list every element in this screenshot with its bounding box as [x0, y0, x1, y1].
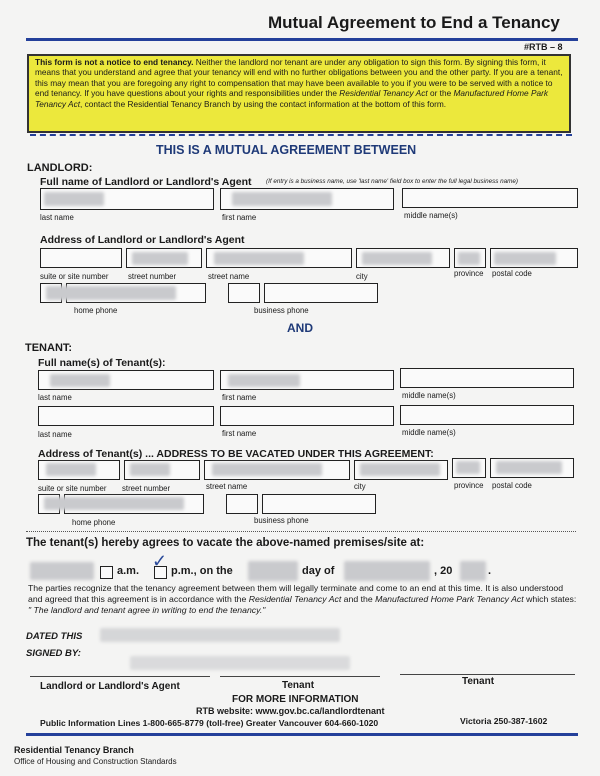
agreement-act-1: Residential Tenancy Act: [248, 594, 342, 604]
landlord-province-caption: province: [454, 269, 484, 278]
redacted-text: [248, 561, 298, 581]
section-divider-dotted: [26, 531, 576, 532]
notice-act-1: Residential Tenancy Act: [339, 88, 428, 99]
tenant-business-phone-caption: business phone: [254, 516, 309, 525]
tenant2-last-name-field[interactable]: [38, 406, 214, 426]
tenant2-middle-name-caption: middle name(s): [402, 428, 456, 437]
tenant-name-label: Full name(s) of Tenant(s):: [38, 357, 166, 369]
redacted-text: [362, 252, 432, 265]
signed-label: SIGNED BY:: [26, 648, 81, 659]
tenant-street-name-caption: street name: [206, 482, 248, 491]
landlord-first-name-caption: first name: [222, 213, 257, 222]
info-phones: Public Information Lines 1-800-665-8779 (toll-free) Greater Vancouver 604-660-1020: [40, 718, 379, 728]
landlord-signature-caption: Landlord or Landlord's Agent: [40, 681, 180, 692]
landlord-middle-name-caption: middle name(s): [404, 211, 458, 220]
redacted-text: [212, 463, 322, 476]
landlord-address-label: Address of Landlord or Landlord's Agent: [40, 234, 245, 246]
landlord-suite-caption: suite or site number: [40, 272, 109, 281]
redacted-text: [344, 561, 430, 581]
agreement-paragraph: [28, 583, 578, 616]
tenant-address-label: Address of Tenant(s) ... ADDRESS TO BE VACATED UNDER THIS AGREEMENT:: [38, 448, 434, 460]
redacted-text: [496, 461, 562, 474]
redacted-text: [360, 463, 440, 476]
redacted-text: [44, 192, 104, 206]
vacate-heading: The tenant(s) hereby agrees to vacate the above-named premises/site at:: [26, 537, 425, 549]
landlord-suite-field[interactable]: [40, 248, 122, 268]
dated-label: DATED THIS: [26, 631, 83, 642]
form-number: #RTB – 8: [524, 42, 563, 52]
redacted-text: [232, 192, 332, 206]
notice-text-2: or the: [427, 88, 454, 99]
form-title: Mutual Agreement to End a Tenancy: [268, 13, 560, 32]
redacted-text: [130, 656, 350, 670]
tenant-signature-line-1[interactable]: [220, 676, 380, 677]
tenant-business-phone-field[interactable]: [262, 494, 376, 514]
tenant1-middle-name-field[interactable]: [400, 368, 574, 388]
landlord-city-caption: city: [356, 272, 368, 281]
tenant-city-caption: city: [354, 482, 366, 491]
year-period: .: [488, 565, 492, 577]
tenant-signature-line-2[interactable]: [400, 674, 575, 675]
landlord-street-number-caption: street number: [128, 272, 177, 281]
tenant2-last-name-caption: last name: [38, 430, 72, 439]
tenant-heading: TENANT:: [25, 342, 73, 354]
redacted-text: [460, 561, 486, 581]
footer-branch: Residential Tenancy Branch: [14, 745, 134, 755]
notice-lead: This form is not a notice to end tenancy.: [35, 57, 194, 67]
notice-act-2: Manufactured Home Park Tenancy Act: [35, 88, 549, 109]
and-separator: AND: [287, 321, 313, 335]
redacted-text: [458, 252, 480, 265]
notice-text-1: Neither the landlord nor tenant are under any obligation to sign this form. By signing this form, it means that you understand and agree that your tenancy will end with no further obligations between you and the other party. If you are a tenant, this may mean that you are foregoing any right to compensation that may have been available to you if you were to be served with a notice to end tenancy. If you have questions about your rights and responsibilities under the: [35, 57, 563, 99]
agreement-text-3: which states:: [523, 594, 577, 604]
tenant-signature-caption-1: Tenant: [282, 680, 315, 691]
info-victoria: Victoria 250-387-1602: [460, 716, 548, 726]
landlord-business-area-field[interactable]: [228, 283, 260, 303]
agreement-text-2: and the: [341, 594, 376, 604]
redacted-text: [100, 628, 340, 642]
landlord-signature-line[interactable]: [30, 676, 210, 677]
redacted-text: [50, 374, 110, 387]
tenant-province-caption: province: [454, 481, 484, 490]
landlord-last-name-caption: last name: [40, 213, 74, 222]
landlord-heading: LANDLORD:: [27, 162, 93, 174]
redacted-text: [132, 252, 188, 265]
redacted-text: [494, 252, 556, 265]
redacted-text: [30, 562, 94, 580]
landlord-street-name-caption: street name: [208, 272, 250, 281]
landlord-middle-name-field[interactable]: [402, 188, 578, 208]
redacted-text: [130, 463, 170, 476]
footer-rule: [26, 733, 578, 736]
section-heading: THIS IS A MUTUAL AGREEMENT BETWEEN: [156, 143, 417, 157]
section-divider: [30, 134, 572, 136]
notice-box: [27, 54, 571, 133]
info-website: RTB website: www.gov.bc.ca/landlordtenant: [196, 706, 385, 716]
year-prefix: , 20: [434, 565, 453, 577]
tenant-home-phone-caption: home phone: [72, 518, 116, 527]
redacted-text: [456, 461, 480, 474]
day-of-label: day of: [302, 565, 335, 577]
tenant2-middle-name-field[interactable]: [400, 405, 574, 425]
landlord-name-label: Full name of Landlord or Landlord's Agent: [40, 176, 252, 188]
tenant-signature-caption-2: Tenant: [462, 676, 495, 687]
tenant1-middle-name-caption: middle name(s): [402, 391, 456, 400]
header-rule: [26, 38, 578, 41]
agreement-text-1: The parties recognize that the tenancy agreement between them will legally terminate and come to an end at this time. It is also understood and agreed that this agreement is in accordance with the: [28, 583, 564, 604]
am-checkbox[interactable]: [100, 566, 113, 579]
landlord-name-note: (If entry is a business name, use 'last name' field box to enter the full legal business name): [266, 178, 518, 185]
landlord-business-phone-caption: business phone: [254, 306, 309, 315]
notice-text-3: , contact the Residential Tenancy Branch by using the contact information at the bottom of this form.: [80, 98, 447, 109]
agreement-act-2: Manufactured Home Park Tenancy Act: [375, 594, 524, 604]
tenant-postal-caption: postal code: [492, 481, 532, 490]
tenant2-first-name-field[interactable]: [220, 406, 394, 426]
tenant-business-area-field[interactable]: [226, 494, 258, 514]
footer-office: Office of Housing and Construction Standards: [14, 757, 177, 766]
tenant2-first-name-caption: first name: [222, 429, 257, 438]
landlord-postal-caption: postal code: [492, 269, 532, 278]
pm-label: p.m., on the: [171, 565, 233, 577]
landlord-business-phone-field[interactable]: [264, 283, 378, 303]
tenant1-last-name-caption: last name: [38, 393, 72, 402]
redacted-text: [46, 463, 96, 476]
landlord-home-phone-caption: home phone: [74, 306, 118, 315]
checkmark-icon: ✓: [152, 551, 168, 571]
tenant-street-number-caption: street number: [122, 484, 171, 493]
redacted-text: [214, 252, 304, 265]
tenant-suite-caption: suite or site number: [38, 484, 107, 493]
agreement-quote: " The landlord and tenant agree in writing to end the tenancy.": [28, 605, 266, 615]
am-label: a.m.: [117, 565, 140, 577]
tenant1-first-name-caption: first name: [222, 393, 257, 402]
redacted-text: [46, 286, 176, 300]
info-heading: FOR MORE INFORMATION: [232, 694, 359, 705]
redacted-text: [44, 497, 184, 510]
redacted-text: [228, 374, 300, 387]
